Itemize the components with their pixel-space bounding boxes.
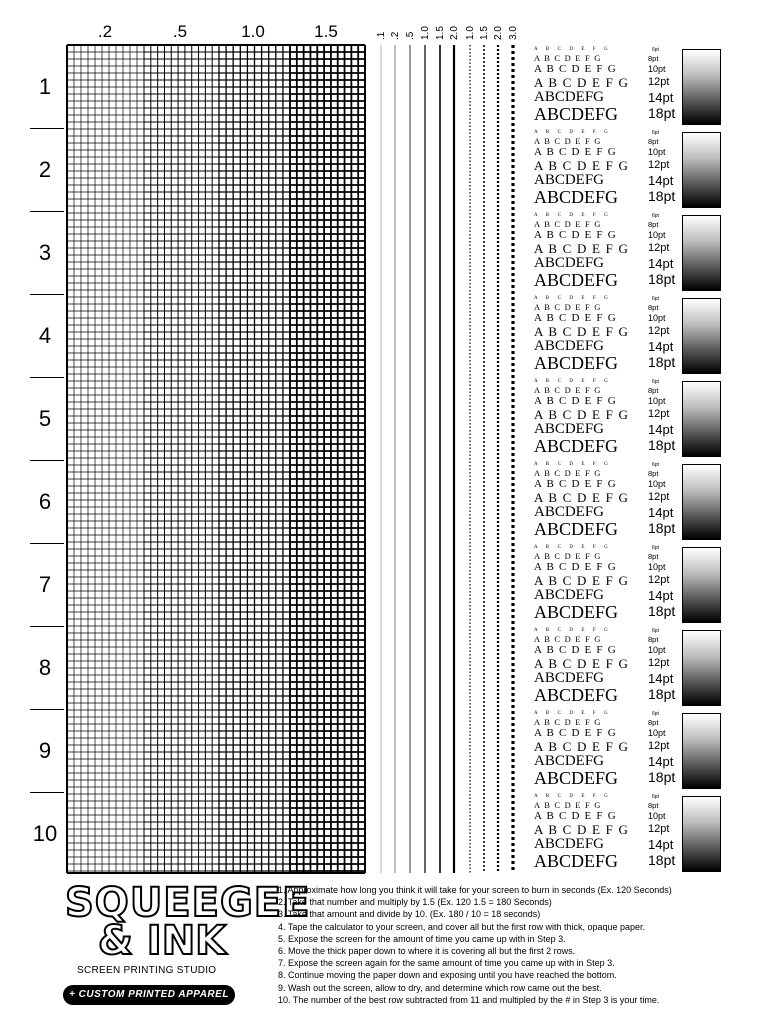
instruction-step: 7. Expose the screen again for the same amount of time you came up with in Step 3. [278,958,615,969]
row-divider [30,128,64,129]
sample-size-label: 10pt [648,147,666,157]
sample-letters: A B C D E F G [534,312,617,324]
sample-letters: A B C D E F G [534,644,617,656]
sample-letters: A B C D E F G [534,545,612,550]
sample-letters: ABCDEFG [534,353,619,373]
row-divider [30,792,64,793]
type-sample-block [534,626,724,706]
instruction-step: 10. The number of the best row subtracted from 11 and multipled by the # in Step 3 is your time. [278,994,660,1005]
sample-size-label: 10pt [648,811,666,821]
row-number: 8 [38,655,52,680]
type-sample-block [534,460,724,540]
line-weight-label: 1.5 [435,26,446,40]
line-weight-label: 2.0 [449,26,460,40]
sample-letters: ABCDEFG [534,338,605,354]
sample-size-label: 10pt [648,479,666,489]
instruction-step: 5. Expose the screen for the amount of time you came up with in Step 3. [278,933,566,944]
sample-size-label: 6pt [652,545,659,551]
type-sample-block [534,294,724,374]
sample-size-label: 8pt [648,552,659,561]
sample-size-label: 8pt [648,469,659,478]
sample-size-label: 14pt [648,173,674,188]
sample-size-label: 18pt [648,686,676,702]
type-sample-block [534,45,724,125]
instruction-step: 3. Take that amount and divide by 10. (Ex. 180 / 10 = 18 seconds) [278,909,541,920]
sample-size-label: 8pt [648,635,659,644]
apparel-badge: + CUSTOM PRINTED APPAREL [63,985,235,1005]
sample-size-label: 18pt [648,188,676,204]
sample-size-label: 12pt [648,823,670,835]
sample-letters: A B C D E F G [534,717,602,727]
sample-size-label: 8pt [648,303,659,312]
sample-size-label: 6pt [652,213,659,219]
row-number: 4 [38,323,52,348]
row-number: 3 [38,240,52,265]
type-sample-block [534,211,724,291]
sample-letters: ABCDEFG [534,836,605,852]
sample-letters: A B C D E F G [534,407,630,422]
type-sample-block [534,377,724,457]
sample-letters: A B C D E F G [534,385,602,395]
sample-size-label: 14pt [648,588,674,603]
sample-letters: ABCDEFG [534,187,619,207]
row-divider [30,211,64,212]
sample-size-label: 14pt [648,422,674,437]
sample-letters: A B C D E F G [534,551,602,561]
line-weight-label: .5 [405,31,416,40]
sample-letters: A B C D E F G [534,490,630,505]
sample-letters: ABCDEFG [534,436,619,456]
type-sample-block [534,128,724,208]
grid-label-02: .2 [97,22,113,41]
instruction-step: 4. Tape the calculator to your screen, and cover all but the first row with thick, opaque paper. [278,921,646,932]
sample-size-label: 10pt [648,728,666,738]
sample-size-label: 18pt [648,271,676,287]
row-divider [30,377,64,378]
grid-label-10: 1.0 [241,22,265,41]
sample-size-label: 10pt [648,230,666,240]
sample-letters: A B C D E F G [534,656,630,671]
sample-letters: A B C D E F G [534,324,630,339]
row-divider [30,709,64,710]
sample-letters: A B C D E F G [534,561,617,573]
sample-size-label: 8pt [648,386,659,395]
sample-letters: ABCDEFG [534,587,605,603]
row-divider [30,294,64,295]
halftone-gradient-swatch [682,132,721,208]
sample-letters: A B C D E F G [534,219,602,229]
grid-label-05: .5 [172,22,188,41]
sample-size-label: 6pt [652,711,659,717]
sample-letters: ABCDEFG [534,602,619,622]
sample-letters: A B C D E F G [534,395,617,407]
sample-letters: A B C D E F G [534,822,630,837]
instructions-list [278,884,758,1006]
sample-letters: A B C D E F G [534,136,602,146]
sample-size-label: 12pt [648,657,670,669]
sample-letters: ABCDEFG [534,670,605,686]
row-number: 1 [38,74,52,99]
sample-letters: A B C D E F G [534,711,612,716]
line-weight-label: 1.0 [465,26,476,40]
sample-size-label: 18pt [648,769,676,785]
halftone-gradient-swatch [682,298,721,374]
sample-size-label: 6pt [652,47,659,53]
halftone-gradient-swatch [682,49,721,125]
sample-size-label: 10pt [648,313,666,323]
sample-letters: A B C D E F G [534,241,630,256]
line-weight-label: .2 [390,31,401,40]
sample-letters: A B C D E F G [534,810,617,822]
grid-label-15: 1.5 [314,22,338,41]
sample-size-label: 12pt [648,574,670,586]
sample-letters: A B C D E F G [534,468,602,478]
sample-size-label: 6pt [652,296,659,302]
sample-size-label: 14pt [648,339,674,354]
sample-size-label: 10pt [648,562,666,572]
instruction-step: 1. Approximate how long you think it will take for your screen to burn in seconds (Ex. 120 Seconds) [278,885,672,895]
sample-letters: ABCDEFG [534,851,619,871]
sample-letters: A B C D E F G [534,63,617,75]
sample-size-label: 8pt [648,718,659,727]
logo-squeegee: SQUEEGEE [65,880,311,926]
sample-size-label: 18pt [648,354,676,370]
halftone-gradient-swatch [682,381,721,457]
sample-letters: A B C D E F G [534,478,617,490]
type-sample-block [534,543,724,623]
sample-letters: ABCDEFG [534,255,605,271]
sample-letters: A B C D E F G [534,739,630,754]
sample-letters: A B C D E F G [534,302,602,312]
sample-letters: A B C D E F G [534,296,612,301]
instruction-step: 6. Move the thick paper down to where it is covering all but the first 2 rows. [278,946,576,957]
line-weight-label: 3.0 [508,26,519,40]
line-weight-label: 2.0 [493,26,504,40]
sample-letters: ABCDEFG [534,172,605,188]
sample-letters: A B C D E F G [534,158,630,173]
sample-letters: A B C D E F G [534,130,612,135]
sample-size-label: 18pt [648,105,676,121]
sample-size-label: 12pt [648,242,670,254]
sample-letters: A B C D E F G [534,47,612,52]
sample-size-label: 10pt [648,64,666,74]
sample-size-label: 12pt [648,325,670,337]
sample-letters: A B C D E F G [534,229,617,241]
sample-letters: ABCDEFG [534,519,619,539]
row-number: 10 [32,821,58,846]
row-number: 7 [38,572,52,597]
row-number: 9 [38,738,52,763]
sample-letters: A B C D E F G [534,634,602,644]
sample-size-label: 10pt [648,396,666,406]
sample-letters: A B C D E F G [534,213,612,218]
halftone-gradient-swatch [682,464,721,540]
sample-size-label: 6pt [652,794,659,800]
sample-size-label: 12pt [648,491,670,503]
sample-size-label: 12pt [648,408,670,420]
row-number: 2 [38,157,52,182]
sample-letters: A B C D E F G [534,727,617,739]
sample-size-label: 18pt [648,437,676,453]
sample-letters: ABCDEFG [534,753,605,769]
halftone-gradient-swatch [682,215,721,291]
sample-letters: ABCDEFG [534,504,605,520]
sample-size-label: 10pt [648,645,666,655]
halftone-gradient-swatch [682,713,721,789]
sample-size-label: 14pt [648,754,674,769]
sample-letters: A B C D E F G [534,53,602,63]
halftone-gradient-swatch [682,630,721,706]
sample-size-label: 18pt [648,603,676,619]
sample-size-label: 12pt [648,159,670,171]
row-number: 5 [38,406,52,431]
sample-size-label: 18pt [648,852,676,868]
sample-letters: A B C D E F G [534,379,612,384]
sample-size-label: 6pt [652,462,659,468]
type-sample-block [534,709,724,789]
sample-letters: A B C D E F G [534,794,612,799]
halftone-gradient-swatch [682,547,721,623]
sample-size-label: 14pt [648,671,674,686]
line-weight-label: .1 [376,31,387,40]
sample-letters: A B C D E F G [534,146,617,158]
row-number: 6 [38,489,52,514]
sample-size-label: 18pt [648,520,676,536]
sample-letters: A B C D E F G [534,462,612,467]
sample-size-label: 14pt [648,837,674,852]
sample-letters: A B C D E F G [534,573,630,588]
line-weight-label: 1.0 [420,26,431,40]
row-divider [30,626,64,627]
sample-letters: ABCDEFG [534,104,619,124]
sample-letters: ABCDEFG [534,685,619,705]
instruction-step: 8. Continue moving the paper down and exposing until you have reached the bottom. [278,970,617,981]
halftone-gradient-swatch [682,796,721,872]
sample-size-label: 6pt [652,379,659,385]
type-sample-block [534,792,724,872]
sample-letters: ABCDEFG [534,89,605,105]
sample-size-label: 6pt [652,628,659,634]
sample-size-label: 8pt [648,220,659,229]
sample-size-label: 14pt [648,505,674,520]
sample-letters: A B C D E F G [534,75,630,90]
sample-size-label: 8pt [648,137,659,146]
sample-size-label: 14pt [648,90,674,105]
instruction-step: 9. Wash out the screen, allow to dry, and determine which row came out the best. [278,982,602,993]
sample-size-label: 12pt [648,76,670,88]
sample-letters: ABCDEFG [534,421,605,437]
sample-size-label: 14pt [648,256,674,271]
sample-letters: A B C D E F G [534,628,612,633]
sample-size-label: 6pt [652,130,659,136]
sample-letters: ABCDEFG [534,270,619,290]
logo-and-ink: & INK [98,918,227,964]
instruction-step: 2. Take that number and multiply by 1.5 (Ex. 120 1.5 = 180 Seconds) [278,897,552,908]
sample-size-label: 8pt [648,54,659,63]
row-divider [30,460,64,461]
line-weight-label: 1.5 [479,26,490,40]
studio-subtitle: SCREEN PRINTING STUDIO [77,965,217,976]
sample-size-label: 12pt [648,740,670,752]
sample-letters: ABCDEFG [534,768,619,788]
sample-letters: A B C D E F G [534,800,602,810]
row-divider [30,543,64,544]
sample-size-label: 8pt [648,801,659,810]
